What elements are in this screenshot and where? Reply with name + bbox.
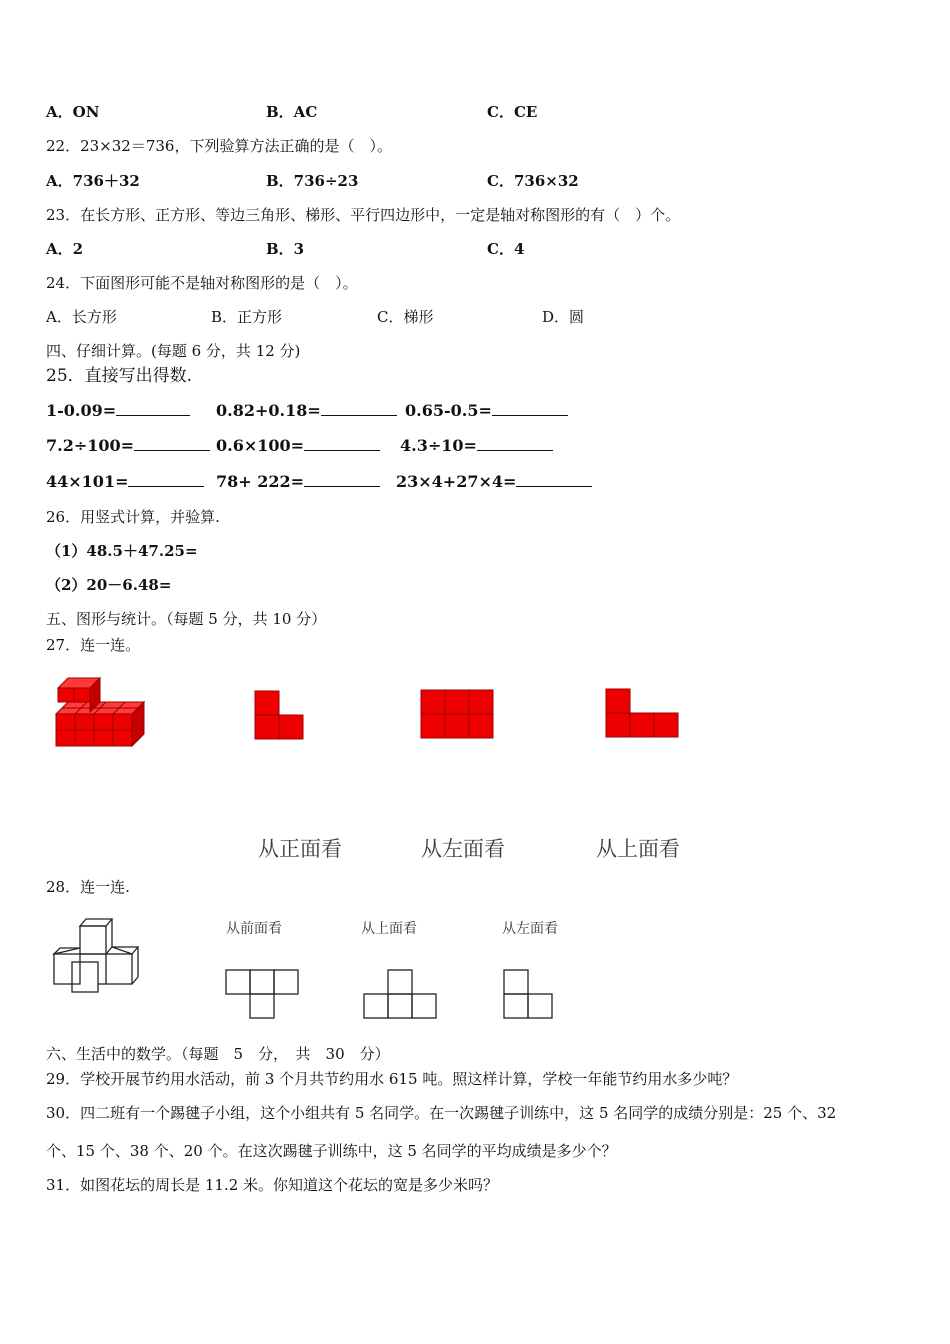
q28-caption-left: 从左面看 xyxy=(502,921,558,937)
q27-view-rectangle xyxy=(420,689,494,741)
q25-item: 23×4+27×4= xyxy=(396,472,592,492)
q23-option-b: B．3 xyxy=(266,240,305,258)
q22-option-c: C．736×32 xyxy=(487,172,579,190)
q23-option-a: A．2 xyxy=(46,240,84,258)
q27-view-step-shape xyxy=(605,688,681,740)
answer-blank[interactable] xyxy=(128,472,204,487)
answer-blank[interactable] xyxy=(304,436,380,451)
section-4-heading: 四、仔细计算。(每题 6 分，共 12 分) xyxy=(46,342,301,360)
answer-blank[interactable] xyxy=(516,472,592,487)
q26-stem: 26．用竖式计算，并验算. xyxy=(46,508,220,526)
q28-caption-top: 从上面看 xyxy=(361,921,417,937)
q24-stem: 24．下面图形可能不是轴对称图形的是（ ）。 xyxy=(46,274,358,292)
q27-view-l-shape xyxy=(254,690,306,742)
q21-option-c: C．CE xyxy=(487,103,538,121)
q25-item: 7.2÷100= xyxy=(46,436,210,456)
q28-view-l-shape xyxy=(502,968,556,1022)
q25-item: 1-0.09= xyxy=(46,401,190,421)
q22-option-b: B．736÷23 xyxy=(266,172,359,190)
q28-view-t-shape xyxy=(224,968,302,1022)
q22-option-a: A．736＋32 xyxy=(46,172,140,190)
q26-part-1: （1）48.5＋47.25= xyxy=(46,542,198,560)
q27-stem: 27．连一连。 xyxy=(46,636,141,654)
q30-text-line1: 30．四二班有一个踢毽子小组，这个小组共有 5 名同学。在一次踢毽子训练中，这 5 名同学的成绩分别是：25 个、32 xyxy=(46,1104,837,1122)
q27-caption-left: 从左面看 xyxy=(421,837,505,861)
q25-stem: 25．直接写出得数. xyxy=(46,366,193,386)
q30-text-line2: 个、15 个、38 个、20 个。在这次踢毽子训练中，这 5 名同学的平均成绩是多少个？ xyxy=(46,1142,617,1160)
q21-option-a: A．ON xyxy=(46,103,100,121)
q21-option-b: B．AC xyxy=(266,103,318,121)
q28-view-inverted-t-shape xyxy=(362,968,440,1022)
q24-option-d: D．圆 xyxy=(542,308,585,326)
q27-caption-front: 从正面看 xyxy=(258,837,342,861)
q23-option-c: C．4 xyxy=(487,240,525,258)
section-6-heading: 六、生活中的数学。（每题 5 分， 共 30 分） xyxy=(46,1045,390,1063)
answer-blank[interactable] xyxy=(134,436,210,451)
q25-item: 0.65-0.5= xyxy=(405,401,568,421)
q27-cube-solid-figure xyxy=(50,676,152,748)
q29-text: 29．学校开展节约用水活动，前 3 个月共节约用水 615 吨。照这样计算，学校一年能节约用水多少吨？ xyxy=(46,1070,738,1088)
q24-option-c: C．梯形 xyxy=(377,308,434,326)
q25-item: 4.3÷10= xyxy=(400,436,553,456)
q28-stem: 28．连一连. xyxy=(46,878,130,896)
q24-option-a: A．长方形 xyxy=(46,308,117,326)
q31-text: 31．如图花坛的周长是 11.2 米。你知道这个花坛的宽是多少米吗？ xyxy=(46,1176,499,1194)
answer-blank[interactable] xyxy=(116,401,190,416)
answer-blank[interactable] xyxy=(304,472,380,487)
q28-caption-front: 从前面看 xyxy=(226,921,282,937)
section-5-heading: 五、图形与统计。（每题 5 分，共 10 分） xyxy=(46,610,327,628)
q25-item: 44×101= xyxy=(46,472,204,492)
q25-item: 78+ 222= xyxy=(216,472,380,492)
q27-caption-top: 从上面看 xyxy=(596,837,680,861)
q25-item: 0.6×100= xyxy=(216,436,380,456)
q24-option-b: B．正方形 xyxy=(211,308,283,326)
q26-part-2: （2）20－6.48= xyxy=(46,576,172,594)
answer-blank[interactable] xyxy=(321,401,397,416)
q23-stem: 23．在长方形、正方形、等边三角形、梯形、平行四边形中，一定是轴对称图形的有（ ）个。 xyxy=(46,206,681,224)
q22-stem: 22．23×32＝736，下列验算方法正确的是（ ）。 xyxy=(46,137,392,155)
q28-cube-solid-figure xyxy=(50,914,146,998)
answer-blank[interactable] xyxy=(477,436,553,451)
answer-blank[interactable] xyxy=(492,401,568,416)
q25-item: 0.82+0.18= xyxy=(216,401,397,421)
